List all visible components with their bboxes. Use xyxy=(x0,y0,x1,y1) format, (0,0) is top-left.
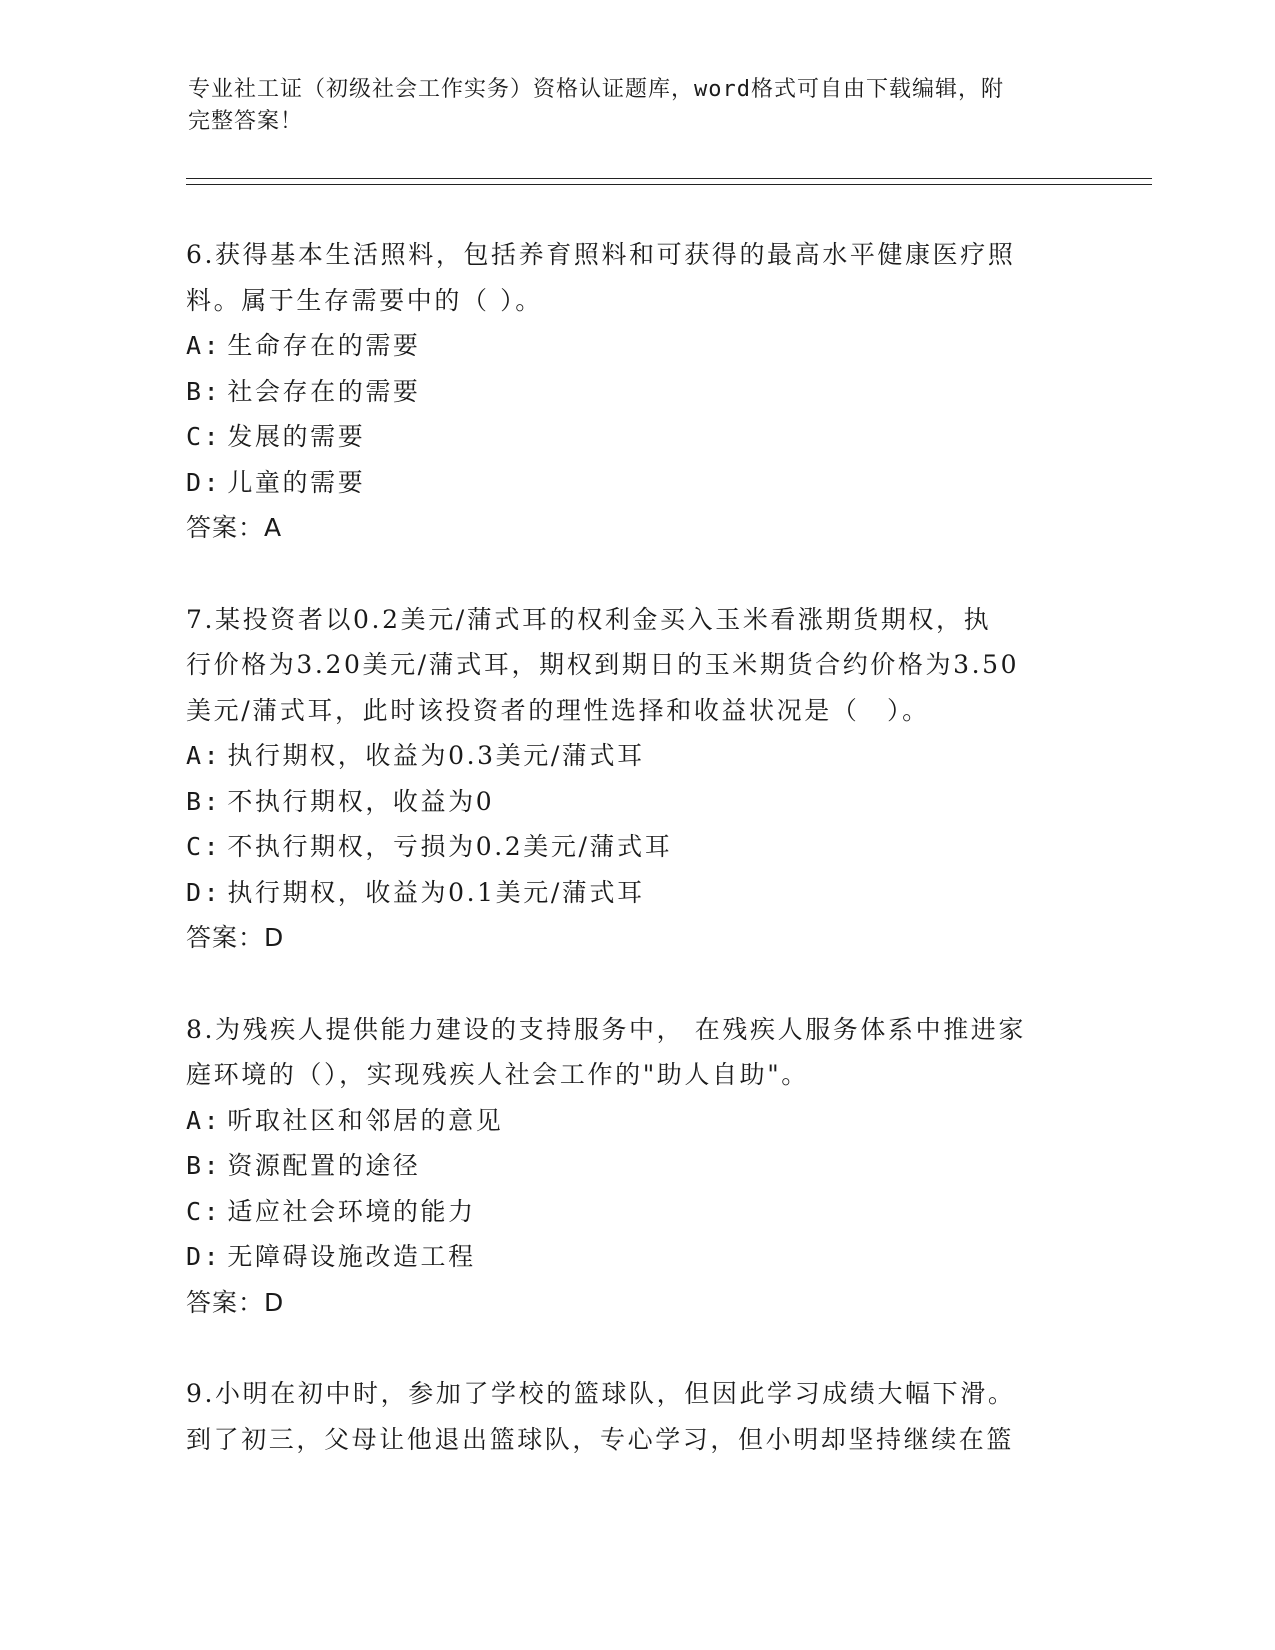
option-text: 适应社会环境的能力 xyxy=(227,1196,476,1226)
option-b xyxy=(186,779,1086,825)
question-list xyxy=(186,232,1086,1508)
answer-label: 答案：A xyxy=(186,513,283,542)
option-text: 资源配置的途径 xyxy=(227,1151,421,1180)
option-key: C: xyxy=(186,832,222,861)
option-text: 发展的需要 xyxy=(227,422,366,451)
option-key: A: xyxy=(186,741,222,770)
option-key: B: xyxy=(186,786,222,816)
question-8 xyxy=(186,1007,1086,1326)
question-stem-line: 料。属于生存需要中的（ ）。 xyxy=(186,285,543,315)
option-text: 儿童的需要 xyxy=(227,467,366,497)
option-a xyxy=(186,1098,1086,1144)
option-b xyxy=(186,369,1086,415)
header-title-line-2: 完整答案！ xyxy=(188,109,304,134)
option-key: C: xyxy=(186,1196,222,1226)
question-9 xyxy=(186,1371,1086,1462)
question-6 xyxy=(186,232,1086,551)
option-text: 执行期权，收益为0.3美元/蒲式耳 xyxy=(227,741,645,770)
option-text: 社会存在的需要 xyxy=(227,376,421,406)
option-key: C: xyxy=(186,422,222,451)
question-stem-line: 到了初三，父母让他退出篮球队，专心学习，但小明却坚持继续在篮 xyxy=(186,1424,1015,1454)
answer-label: 答案：D xyxy=(186,923,285,952)
question-stem-line: 8.为残疾人提供能力建设的支持服务中， 在残疾人服务体系中推进家 xyxy=(186,1014,1027,1044)
option-a xyxy=(186,733,1086,779)
question-7 xyxy=(186,597,1086,961)
option-key: A: xyxy=(186,1105,222,1135)
option-text: 无障碍设施改造工程 xyxy=(227,1242,476,1271)
option-text: 听取社区和邻居的意见 xyxy=(227,1105,504,1135)
question-stem-line: 庭环境的（），实现残疾人社会工作的"助人自助"。 xyxy=(186,1060,809,1089)
header-title-line-1: 专业社工证（初级社会工作实务）资格认证题库，word格式可自由下载编辑，附 xyxy=(188,77,1004,102)
question-stem-line: 美元/蒲式耳，此时该投资者的理性选择和收益状况是（ ）。 xyxy=(186,695,930,725)
option-text: 执行期权，收益为0.1美元/蒲式耳 xyxy=(227,877,645,907)
answer-label: 答案：D xyxy=(186,1287,285,1317)
option-d xyxy=(186,870,1086,916)
option-key: B: xyxy=(186,1151,222,1180)
option-text: 不执行期权，收益为0 xyxy=(227,786,495,816)
question-stem-line: 9.小明在初中时，参加了学校的篮球队，但因此学习成绩大幅下滑。 xyxy=(186,1379,1016,1408)
option-c xyxy=(186,414,1086,460)
option-key: B: xyxy=(186,376,222,406)
option-key: A: xyxy=(186,331,222,360)
option-d xyxy=(186,460,1086,506)
option-c xyxy=(186,1189,1086,1235)
question-stem-line: 6.获得基本生活照料，包括养育照料和可获得的最高水平健康医疗照 xyxy=(186,240,1016,269)
option-key: D: xyxy=(186,877,222,907)
option-key: D: xyxy=(186,1242,222,1271)
option-key: D: xyxy=(186,467,222,497)
option-a xyxy=(186,323,1086,369)
option-text: 不执行期权，亏损为0.2美元/蒲式耳 xyxy=(227,832,673,861)
option-c xyxy=(186,824,1086,870)
question-stem-line: 7.某投资者以0.2美元/蒲式耳的权利金买入玉米看涨期货期权，执 xyxy=(186,604,992,634)
header-divider xyxy=(186,178,1152,185)
option-d xyxy=(186,1234,1086,1280)
option-text: 生命存在的需要 xyxy=(227,331,421,360)
question-stem-line: 行价格为3.20美元/蒲式耳，期权到期日的玉米期货合约价格为3.50 xyxy=(186,650,1020,679)
document-header xyxy=(188,74,1068,138)
option-b xyxy=(186,1143,1086,1189)
